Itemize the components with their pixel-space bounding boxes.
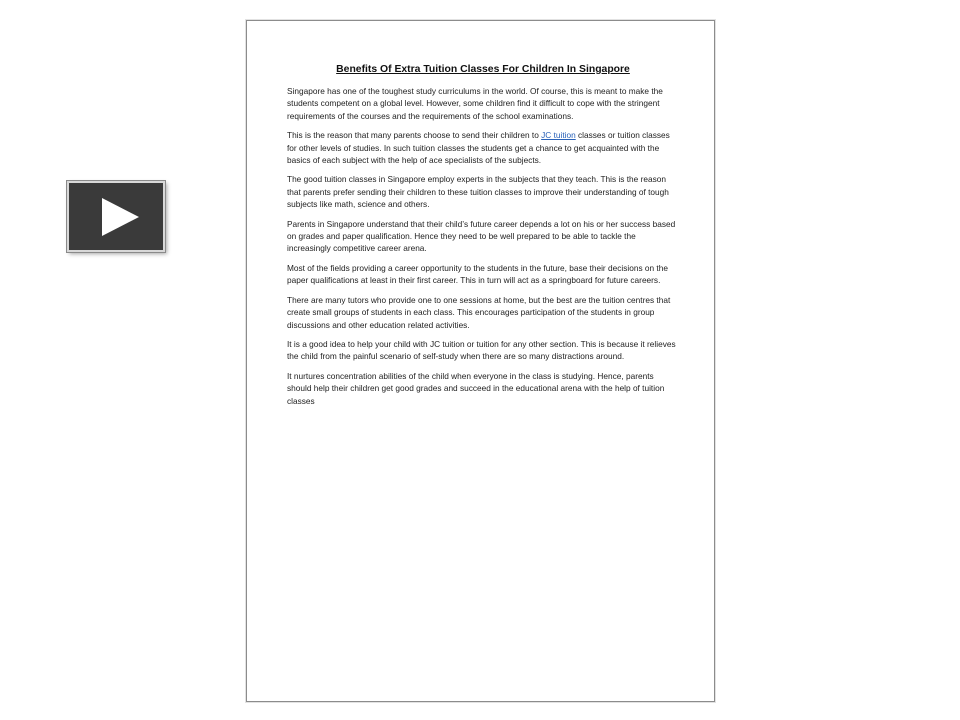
document-page	[246, 20, 715, 702]
play-icon	[69, 183, 163, 250]
paragraph-8: It nurtures concentration abilities of the child when everyone in the class is studying. Hence, parents should help their children get good grades and succeed in the educational arena with the help of tuition classes	[287, 370, 665, 406]
paragraph-2-text-after: classes or tuition classes for other levels of studies. In such tuition classes the students get a chance to get acquainted with the basics of each subject with the help of ace specialists of the subjects.	[287, 130, 670, 166]
paragraph-6: There are many tutors who provide one to one sessions at home, but the best are the tuition centres that create small groups of students in each class. This encourages participation of the students in group discussions and other education related activities.	[287, 294, 671, 330]
play-button[interactable]	[67, 181, 165, 252]
paragraph-2-text-before: This is the reason that many parents choose to send their children to	[287, 130, 542, 141]
paragraph-5: Most of the fields providing a career opportunity to the students in the future, base their decisions on the paper qualifications at least in their first career. This in turn will act as a springboard for future careers.	[287, 262, 668, 286]
paragraph-7: It is a good idea to help your child with JC tuition or tuition for any other section. This is because it relieves the child from the painful scenario of self-study when there are so many distractions around.	[287, 338, 676, 362]
jc-tuition-link[interactable]: JC tuition	[541, 130, 576, 141]
document-title: Benefits Of Extra Tuition Classes For Children In Singapore	[336, 64, 630, 75]
paragraph-2	[287, 129, 679, 166]
paragraph-4: Parents in Singapore understand that their child’s future career depends a lot on his or her success based on grades and paper qualification. Hence they need to be well prepared to be able to tackle the increasingly competitive career arena.	[287, 218, 676, 254]
paragraph-3: The good tuition classes in Singapore employ experts in the subjects that they teach. This is the reason that parents prefer sending their children to these tuition classes to improve their understanding of tough subjects like math, science and others.	[287, 174, 669, 210]
document-content	[287, 63, 679, 414]
paragraph-1: Singapore has one of the toughest study curriculums in the world. Of course, this is meant to make the students competent on a global level. However, some children find it difficult to cope with the stringent requirements of the courses and the requirements of the school examinations.	[287, 86, 663, 121]
